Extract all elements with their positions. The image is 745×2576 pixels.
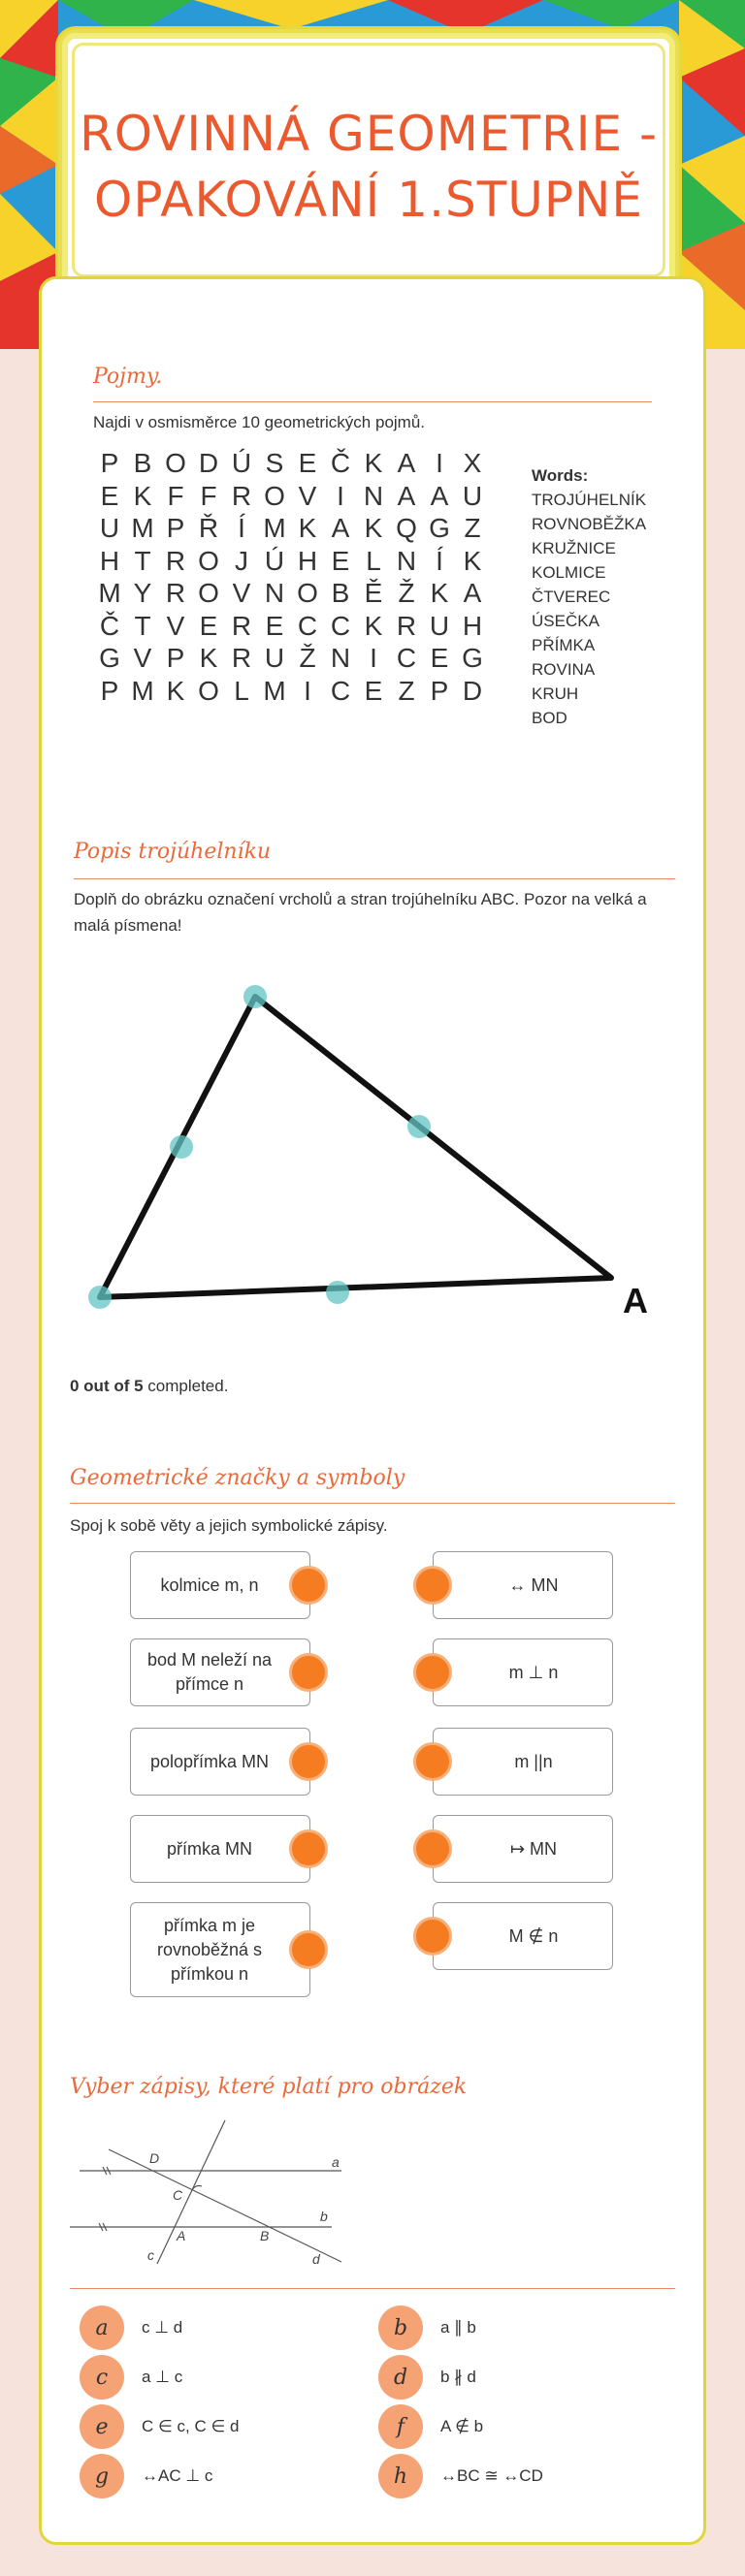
option-letter-d[interactable]: d	[378, 2355, 423, 2400]
grid-cell[interactable]: R	[396, 610, 417, 641]
grid-cell[interactable]: D	[462, 675, 483, 706]
match-right-item[interactable]: ↔ MN	[433, 1551, 613, 1619]
figure-label-d: d	[312, 2251, 320, 2267]
divider	[70, 2288, 675, 2289]
grid-cell[interactable]: I	[436, 448, 443, 478]
grid-cell[interactable]: G	[429, 513, 450, 543]
drop-target-vertex[interactable]	[243, 985, 267, 1008]
grid-cell[interactable]: Ž	[398, 578, 415, 608]
grid-cell[interactable]: I	[370, 643, 377, 673]
grid-cell[interactable]: V	[166, 610, 185, 641]
word-list-item: KRUŽNICE	[532, 539, 616, 557]
grid-cell[interactable]: G	[462, 643, 483, 673]
grid-cell[interactable]: N	[264, 578, 285, 608]
title-card	[58, 29, 679, 291]
grid-cell[interactable]: Í	[436, 545, 443, 576]
option-letter-f[interactable]: f	[378, 2404, 423, 2449]
grid-cell[interactable]: M	[263, 513, 286, 543]
word-list-item: BOD	[532, 709, 567, 727]
wordsearch-instruction: Najdi v osmisměrce 10 geometrických pojmů.	[93, 413, 426, 431]
grid-cell[interactable]: F	[167, 480, 184, 511]
match-right-item[interactable]: m ⊥ n	[433, 1638, 613, 1706]
grid-cell[interactable]: M	[98, 578, 121, 608]
grid-cell[interactable]: G	[99, 643, 120, 673]
grid-cell[interactable]: K	[430, 578, 449, 608]
grid-cell[interactable]: Y	[133, 578, 152, 608]
word-list-item: ÚSEČKA	[532, 612, 599, 630]
matching-instruction: Spoj k sobě věty a jejich symbolické zápisy.	[70, 1516, 388, 1535]
grid-cell[interactable]: H	[297, 545, 318, 576]
grid-cell[interactable]: U	[462, 480, 483, 511]
grid-cell[interactable]: C	[396, 643, 417, 673]
grid-cell[interactable]: O	[297, 578, 318, 608]
grid-cell[interactable]: Ř	[198, 513, 219, 543]
match-left-handle[interactable]	[289, 1742, 328, 1781]
figure-label-c: c	[147, 2247, 154, 2263]
divider	[70, 1503, 675, 1504]
grid-cell[interactable]: Č	[330, 448, 351, 478]
section-title-znacky: Geometrické značky a symboly	[70, 1466, 405, 1490]
word-list-item: ROVNOBĚŽKA	[532, 515, 647, 533]
grid-cell[interactable]: T	[134, 545, 151, 576]
grid-cell[interactable]: K	[298, 513, 317, 543]
option-text[interactable]: A ∉ b	[440, 2417, 484, 2435]
grid-cell[interactable]: L	[366, 545, 381, 576]
match-left-item[interactable]: bod M neleží na přímce n	[130, 1638, 310, 1706]
match-right-handle[interactable]	[413, 1917, 452, 1956]
match-left-handle[interactable]	[289, 1653, 328, 1692]
option-letter-a[interactable]: a	[80, 2306, 124, 2350]
grid-cell[interactable]: Č	[99, 610, 120, 641]
progress-status	[70, 1377, 228, 1396]
grid-cell[interactable]: T	[134, 610, 151, 641]
grid-cell[interactable]: K	[463, 545, 482, 576]
grid-cell[interactable]: R	[231, 643, 252, 673]
grid-cell[interactable]: R	[231, 480, 252, 511]
grid-cell[interactable]: K	[364, 448, 383, 478]
grid-cell[interactable]: A	[331, 513, 350, 543]
section-title-zapisy: Vyber zápisy, které platí pro obrázek	[70, 2075, 468, 2099]
grid-cell[interactable]: Ě	[364, 578, 383, 608]
grid-cell[interactable]: E	[331, 545, 350, 576]
grid-cell[interactable]: I	[337, 480, 344, 511]
word-list-item: ROVINA	[532, 660, 596, 679]
grid-cell[interactable]: J	[235, 545, 248, 576]
divider	[74, 878, 675, 879]
match-left-item[interactable]: přímka MN	[130, 1815, 310, 1883]
grid-cell[interactable]: V	[232, 578, 251, 608]
grid-cell[interactable]: Q	[396, 513, 417, 543]
figure-label-C: C	[173, 2187, 183, 2203]
option-text[interactable]: C ∈ c, C ∈ d	[142, 2417, 240, 2435]
lines-figure	[70, 2118, 361, 2274]
drop-target-side[interactable]	[326, 1281, 349, 1304]
match-right-handle[interactable]	[413, 1653, 452, 1692]
grid-cell[interactable]: P	[100, 448, 119, 478]
grid-cell[interactable]: P	[166, 513, 185, 543]
grid-cell[interactable]: N	[330, 643, 351, 673]
word-list	[532, 463, 646, 730]
grid-cell[interactable]: Z	[464, 513, 481, 543]
option-text[interactable]: a ⊥ c	[142, 2368, 183, 2386]
grid-cell[interactable]: P	[166, 643, 185, 673]
figure-label-D: D	[149, 2150, 160, 2166]
match-right-handle[interactable]	[413, 1829, 452, 1868]
page-title: ROVINNÁ GEOMETRIE - OPAKOVÁNÍ 1.STUPNĚ	[79, 106, 659, 228]
divider	[93, 401, 652, 402]
word-list-item: TROJÚHELNÍK	[532, 491, 647, 509]
grid-cell[interactable]: Ú	[264, 545, 285, 576]
section-title-pojmy: Pojmy.	[93, 365, 163, 389]
grid-cell[interactable]: X	[463, 448, 482, 478]
drop-target-side[interactable]	[407, 1115, 431, 1138]
grid-cell[interactable]: S	[265, 448, 284, 478]
figure-label-b: b	[320, 2209, 328, 2224]
option-letter-b[interactable]: b	[378, 2306, 423, 2350]
grid-cell[interactable]: U	[264, 643, 285, 673]
match-left-item[interactable]: polopřímka MN	[130, 1728, 310, 1796]
grid-cell[interactable]: V	[133, 643, 152, 673]
grid-cell[interactable]: R	[231, 610, 252, 641]
grid-cell[interactable]: F	[200, 480, 217, 511]
grid-cell[interactable]: R	[165, 578, 186, 608]
section-title-popis: Popis trojúhelníku	[74, 840, 272, 864]
grid-cell[interactable]: A	[397, 480, 416, 511]
grid-cell[interactable]: B	[133, 448, 152, 478]
word-list-item: KRUH	[532, 684, 579, 703]
grid-cell[interactable]: O	[198, 545, 219, 576]
grid-cell[interactable]: E	[265, 610, 284, 641]
grid-cell[interactable]: M	[131, 513, 154, 543]
wordsearch-grid[interactable]	[93, 448, 489, 708]
option-letter-c[interactable]: c	[80, 2355, 124, 2400]
option-text[interactable]: ↔BC ≅ ↔CD	[440, 2466, 543, 2485]
word-list-heading: Words:	[532, 466, 589, 485]
grid-cell[interactable]: A	[463, 578, 482, 608]
word-list-item: PŘÍMKA	[532, 636, 596, 654]
grid-cell[interactable]: K	[133, 480, 152, 511]
match-right-item[interactable]: ↦ MN	[433, 1815, 613, 1883]
option-text[interactable]: a ∥ b	[440, 2318, 476, 2337]
grid-cell[interactable]: O	[264, 480, 285, 511]
grid-cell[interactable]: Ú	[231, 448, 252, 478]
drop-target-side[interactable]	[170, 1135, 193, 1159]
grid-cell[interactable]: O	[165, 448, 186, 478]
grid-cell[interactable]: K	[199, 643, 218, 673]
triangle-figure[interactable]	[68, 970, 669, 1328]
figure-label-A: A	[177, 2228, 186, 2243]
grid-cell[interactable]: K	[166, 675, 185, 706]
grid-cell[interactable]: N	[396, 545, 417, 576]
triangle-instruction: Doplň do obrázku označení vrcholů a stran trojúhelníku ABC. Pozor na velká a malá písmena!	[74, 890, 647, 935]
match-left-handle[interactable]	[289, 1829, 328, 1868]
grid-cell[interactable]: C	[330, 610, 351, 641]
grid-cell[interactable]: Z	[398, 675, 415, 706]
match-right-handle[interactable]	[413, 1566, 452, 1605]
grid-cell[interactable]: M	[263, 675, 286, 706]
grid-cell[interactable]: E	[364, 675, 383, 706]
figure-label-B: B	[260, 2228, 270, 2243]
grid-cell[interactable]: Í	[238, 513, 245, 543]
match-left-item[interactable]: kolmice m, n	[130, 1551, 310, 1619]
option-text[interactable]: b ∦ d	[440, 2368, 476, 2386]
word-list-item: KOLMICE	[532, 563, 606, 582]
grid-cell[interactable]: L	[234, 675, 249, 706]
option-text[interactable]: c ⊥ d	[142, 2318, 183, 2337]
option-letter-e[interactable]: e	[80, 2404, 124, 2449]
grid-cell[interactable]: H	[462, 610, 483, 641]
grid-cell[interactable]: D	[198, 448, 219, 478]
grid-cell[interactable]: M	[131, 675, 154, 706]
grid-cell[interactable]: U	[99, 513, 120, 543]
grid-cell[interactable]: C	[297, 610, 318, 641]
grid-cell[interactable]: O	[198, 675, 219, 706]
match-right-item[interactable]: m ||n	[433, 1728, 613, 1796]
grid-cell[interactable]: Ž	[299, 643, 316, 673]
figure-label-a: a	[332, 2154, 340, 2170]
option-letter-h[interactable]: h	[378, 2454, 423, 2498]
grid-cell[interactable]: E	[430, 643, 449, 673]
option-text[interactable]: ↔AC ⊥ c	[142, 2466, 213, 2485]
match-right-handle[interactable]	[413, 1742, 452, 1781]
match-right-item[interactable]: M ∉ n	[433, 1902, 613, 1970]
match-left-item[interactable]: přímka m je rovnoběžná s přímkou n	[130, 1902, 310, 1997]
grid-cell[interactable]: O	[198, 578, 219, 608]
grid-cell[interactable]: P	[100, 675, 119, 706]
grid-cell[interactable]: E	[298, 448, 317, 478]
word-list-item: ČTVEREC	[532, 588, 611, 606]
drop-target-vertex[interactable]	[88, 1286, 112, 1309]
grid-cell[interactable]: N	[363, 480, 384, 511]
option-letter-g[interactable]: g	[80, 2454, 124, 2498]
grid-cell[interactable]: P	[430, 675, 449, 706]
grid-cell[interactable]: K	[364, 513, 383, 543]
grid-cell[interactable]: E	[199, 610, 218, 641]
grid-cell[interactable]: R	[165, 545, 186, 576]
grid-cell[interactable]: K	[364, 610, 383, 641]
grid-cell[interactable]: H	[99, 545, 120, 576]
grid-cell[interactable]: B	[331, 578, 350, 608]
grid-cell[interactable]: C	[330, 675, 351, 706]
grid-cell[interactable]: A	[430, 480, 449, 511]
progress-count: 0 out of 5	[70, 1377, 144, 1395]
grid-cell[interactable]: U	[429, 610, 450, 641]
vertex-label-a: A	[623, 1281, 648, 1320]
grid-cell[interactable]: I	[304, 675, 311, 706]
progress-suffix: completed.	[143, 1377, 229, 1395]
grid-cell[interactable]: E	[100, 480, 119, 511]
grid-cell[interactable]: V	[298, 480, 317, 511]
match-left-handle[interactable]	[289, 1930, 328, 1969]
match-left-handle[interactable]	[289, 1566, 328, 1605]
grid-cell[interactable]: A	[397, 448, 416, 478]
